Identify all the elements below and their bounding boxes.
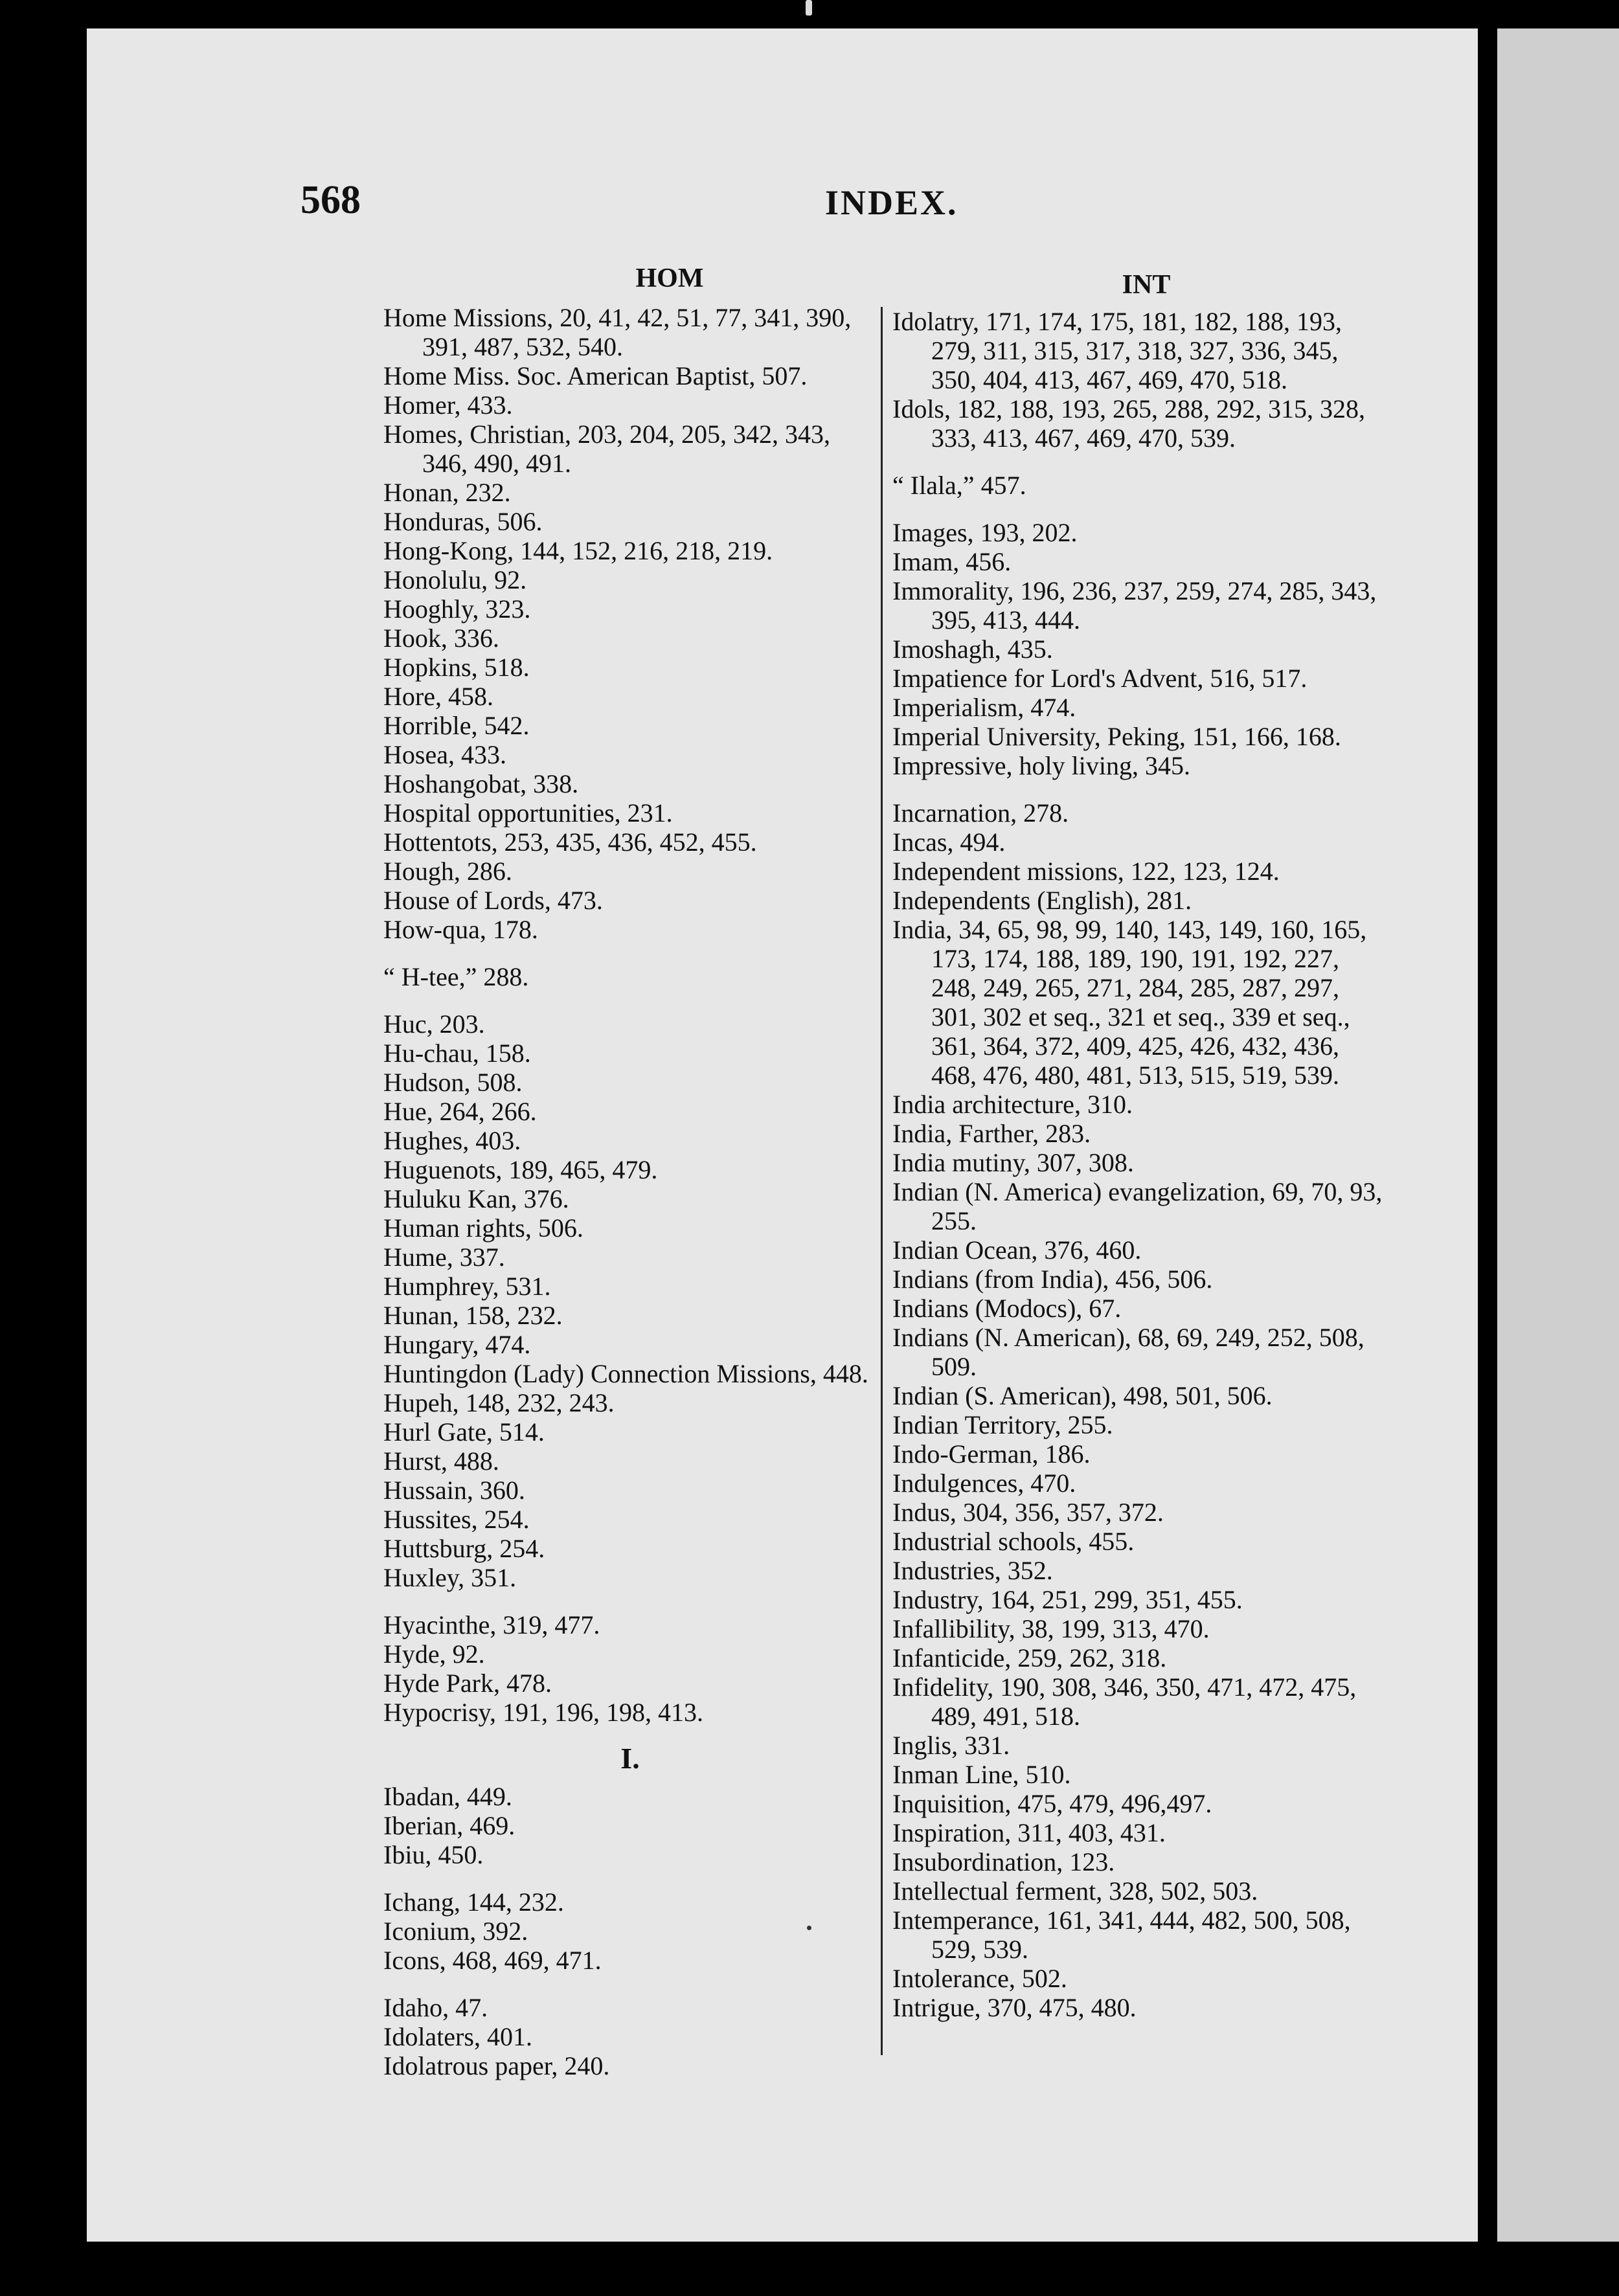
- index-entry: Hook, 336.: [383, 624, 499, 653]
- facing-page-edge: [1497, 28, 1619, 2242]
- index-entry: Incas, 494.: [892, 827, 1006, 857]
- index-entry: Ichang, 144, 232.: [383, 1887, 564, 1917]
- index-entry: Ibiu, 450.: [383, 1840, 484, 1869]
- index-entry: Images, 193, 202.: [892, 518, 1078, 547]
- index-entry: India, 34, 65, 98, 99, 140, 143, 149, 160, 165, 173, 174, 188, 189, 190, 191, 192, 227, 248, 249, 265, 271, 284, 285, 287, 297, 301, 302 et seq., 321 et seq., 339 et seq., 361, 364, 372, 409, 425, 426, 432, 436, 468, 476, 480, 481, 513, 515, 519, 539.: [892, 915, 1367, 1090]
- index-entry: Huntingdon (Lady) Connection Missions, 448.: [383, 1359, 868, 1388]
- index-entry: Hooghly, 323.: [383, 594, 531, 624]
- index-entry: Inglis, 331.: [892, 1731, 1010, 1760]
- index-entry: Hopkins, 518.: [383, 653, 530, 682]
- index-entry: Iconium, 392.: [383, 1917, 528, 1946]
- index-entry: Imoshagh, 435.: [892, 635, 1053, 664]
- guide-word-right: INT: [1122, 270, 1171, 300]
- index-entry: Indian Territory, 255.: [892, 1410, 1113, 1439]
- book-page: [87, 28, 1478, 2242]
- index-entry: Immorality, 196, 236, 237, 259, 274, 285, 343, 395, 413, 444.: [892, 576, 1377, 635]
- scan-speck: [806, 0, 812, 16]
- index-entry: Indian (N. America) evangelization, 69, 70, 93, 255.: [892, 1177, 1383, 1235]
- index-entry: Hyde, 92.: [383, 1639, 485, 1669]
- index-entry: Huguenots, 189, 465, 479.: [383, 1155, 658, 1184]
- index-entry: Indulgences, 470.: [892, 1469, 1076, 1498]
- index-entry: Hypocrisy, 191, 196, 198, 413.: [383, 1698, 704, 1727]
- index-entry: Infidelity, 190, 308, 346, 350, 471, 472, 475, 489, 491, 518.: [892, 1672, 1357, 1731]
- running-head: INDEX.: [825, 183, 958, 222]
- section-letter: I.: [620, 1742, 640, 1775]
- index-entry: India mutiny, 307, 308.: [892, 1148, 1134, 1177]
- index-entry: Industry, 164, 251, 299, 351, 455.: [892, 1585, 1243, 1614]
- index-entry: Huluku Kan, 376.: [383, 1184, 569, 1213]
- index-entry: Indians (Modocs), 67.: [892, 1294, 1122, 1323]
- index-entry: Indians (from India), 456, 506.: [892, 1265, 1213, 1294]
- index-entry: “ H-tee,” 288.: [383, 962, 529, 991]
- index-entry: Hurl Gate, 514.: [383, 1417, 545, 1446]
- index-entry: Imam, 456.: [892, 547, 1012, 576]
- index-entry: Industries, 352.: [892, 1556, 1053, 1585]
- index-entry: Huxley, 351.: [383, 1563, 517, 1592]
- index-entry: Hupeh, 148, 232, 243.: [383, 1388, 615, 1417]
- index-entry: Hong-Kong, 144, 152, 216, 218, 219.: [383, 536, 773, 565]
- index-entry: Hussain, 360.: [383, 1476, 525, 1505]
- guide-word-left: HOM: [635, 264, 704, 293]
- page-number: 568: [300, 178, 361, 222]
- index-entry: Human rights, 506.: [383, 1213, 583, 1243]
- index-entry: Huttsburg, 254.: [383, 1534, 545, 1563]
- index-entry: Incarnation, 278.: [892, 798, 1069, 827]
- index-entry: Honolulu, 92.: [383, 565, 527, 594]
- index-entry: “ Ilala,” 457.: [892, 471, 1026, 500]
- index-entry: Insubordination, 123.: [892, 1847, 1115, 1876]
- index-entry: Hosea, 433.: [383, 740, 506, 769]
- index-entry: Infanticide, 259, 262, 318.: [892, 1643, 1167, 1672]
- index-entry: India, Farther, 283.: [892, 1119, 1091, 1148]
- index-entry: Imperialism, 474.: [892, 693, 1076, 722]
- index-entry: India architecture, 310.: [892, 1090, 1133, 1119]
- index-entry: Idolatrous paper, 240.: [383, 2051, 610, 2080]
- index-entry: Iberian, 469.: [383, 1811, 515, 1840]
- index-entry: Inman Line, 510.: [892, 1760, 1071, 1789]
- index-entry: Horrible, 542.: [383, 711, 530, 740]
- index-entry: Intellectual ferment, 328, 502, 503.: [892, 1876, 1258, 1906]
- index-entry: Hottentots, 253, 435, 436, 452, 455.: [383, 827, 757, 857]
- index-entry: Hussites, 254.: [383, 1505, 530, 1534]
- index-entry: Impressive, holy living, 345.: [892, 751, 1190, 780]
- index-entry: Hospital opportunities, 231.: [383, 798, 673, 827]
- index-entry: Inspiration, 311, 403, 431.: [892, 1818, 1166, 1847]
- index-entry: Home Miss. Soc. American Baptist, 507.: [383, 361, 808, 390]
- index-entry: Hungary, 474.: [383, 1330, 531, 1359]
- index-entry: Indian (S. American), 498, 501, 506.: [892, 1381, 1273, 1410]
- index-entry: Inquisition, 475, 479, 496,497.: [892, 1789, 1212, 1818]
- index-entry: Huc, 203.: [383, 1009, 485, 1039]
- index-entry: Honduras, 506.: [383, 507, 543, 536]
- index-entry: How-qua, 178.: [383, 915, 538, 944]
- index-entry: Hurst, 488.: [383, 1446, 499, 1476]
- index-entry: Hunan, 158, 232.: [383, 1301, 563, 1330]
- index-entry: Hu-chau, 158.: [383, 1039, 531, 1068]
- index-entry: Hoshangobat, 338.: [383, 769, 579, 798]
- index-entry: House of Lords, 473.: [383, 886, 603, 915]
- index-entry: Independent missions, 122, 123, 124.: [892, 857, 1280, 886]
- index-entry: Honan, 232.: [383, 478, 511, 507]
- index-entry: Indo-German, 186.: [892, 1439, 1091, 1469]
- column-divider: [881, 307, 883, 2055]
- index-entry: Hudson, 508.: [383, 1068, 523, 1097]
- ink-dot: [807, 1926, 811, 1930]
- index-column-right: [892, 307, 1386, 2022]
- index-entry: Indians (N. American), 68, 69, 249, 252, 508, 509.: [892, 1323, 1364, 1381]
- index-entry: Hyde Park, 478.: [383, 1669, 552, 1698]
- index-entry: Infallibility, 38, 199, 313, 470.: [892, 1614, 1210, 1643]
- index-entry: Idols, 182, 188, 193, 265, 288, 292, 315, 328, 333, 413, 467, 469, 470, 539.: [892, 394, 1365, 453]
- index-entry: Hyacinthe, 319, 477.: [383, 1610, 600, 1639]
- index-entry: Intrigue, 370, 475, 480.: [892, 1993, 1137, 2022]
- index-entry: Humphrey, 531.: [383, 1272, 551, 1301]
- index-entry: Hughes, 403.: [383, 1126, 521, 1155]
- index-entry: Imperial University, Peking, 151, 166, 168.: [892, 722, 1341, 751]
- index-entry: Hume, 337.: [383, 1243, 505, 1272]
- index-entry: Impatience for Lord's Advent, 516, 517.: [892, 664, 1308, 693]
- index-entry: Homes, Christian, 203, 204, 205, 342, 343, 346, 490, 491.: [383, 420, 830, 478]
- index-entry: Hore, 458.: [383, 682, 493, 711]
- index-entry: Indus, 304, 356, 357, 372.: [892, 1498, 1164, 1527]
- index-entry: Homer, 433.: [383, 390, 513, 420]
- index-entry: Intemperance, 161, 341, 444, 482, 500, 508, 529, 539.: [892, 1906, 1351, 1964]
- index-entry: Ibadan, 449.: [383, 1782, 512, 1811]
- index-entry: Hue, 264, 266.: [383, 1097, 537, 1126]
- index-column-left: [383, 303, 877, 2080]
- index-entry: Independents (English), 281.: [892, 886, 1192, 915]
- index-entry: Idolatry, 171, 174, 175, 181, 182, 188, 193, 279, 311, 315, 317, 318, 327, 336, 345, 350, 404, 413, 467, 469, 470, 518.: [892, 307, 1342, 394]
- index-entry: Icons, 468, 469, 471.: [383, 1946, 602, 1975]
- index-entry: Industrial schools, 455.: [892, 1527, 1135, 1556]
- index-entry: Idolaters, 401.: [383, 2022, 532, 2051]
- index-entry: Intolerance, 502.: [892, 1964, 1067, 1993]
- index-entry: Home Missions, 20, 41, 42, 51, 77, 341, 390, 391, 487, 532, 540.: [383, 303, 852, 361]
- index-entry: Hough, 286.: [383, 857, 512, 886]
- index-entry: Indian Ocean, 376, 460.: [892, 1235, 1142, 1265]
- index-entry: Idaho, 47.: [383, 1993, 488, 2022]
